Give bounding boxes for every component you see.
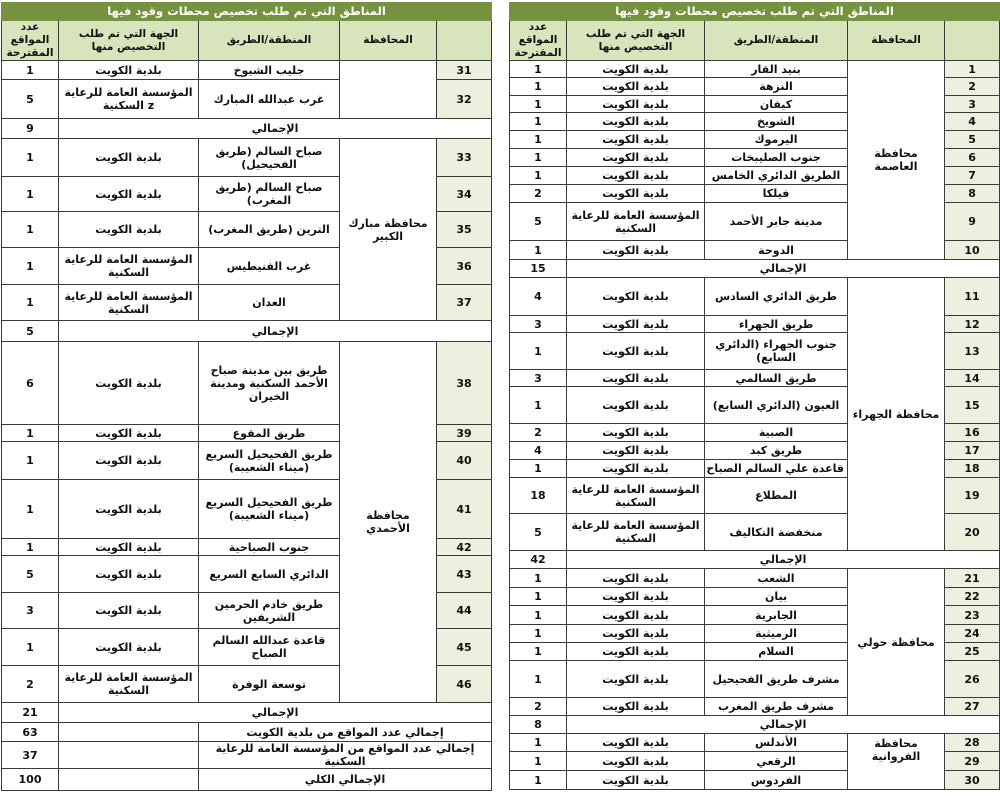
total-label: الإجمالي (59, 321, 492, 342)
row-number: 46 (437, 666, 492, 703)
row-number: 30 (945, 771, 1000, 790)
entity-cell: بلدية الكويت (567, 185, 705, 203)
region-cell: منخفضة التكاليف (705, 514, 848, 551)
row-number: 42 (437, 539, 492, 556)
count-cell: 5 (510, 203, 567, 241)
row-number: 44 (437, 593, 492, 629)
row-number: 12 (945, 316, 1000, 333)
region-cell: طريق الجهراء (705, 316, 848, 333)
entity-cell: بلدية الكويت (567, 61, 705, 78)
row-number: 10 (945, 241, 1000, 260)
count-cell: 6 (2, 342, 59, 425)
count-cell: 1 (510, 387, 567, 424)
region-cell: الترين (طريق المغرب) (199, 212, 340, 248)
count-cell: 3 (2, 593, 59, 629)
entity-cell: بلدية الكويت (567, 387, 705, 424)
row-number: 2 (945, 78, 1000, 96)
count-cell: 18 (510, 478, 567, 514)
entity-cell: بلدية الكويت (567, 661, 705, 698)
entity-cell: بلدية الكويت (59, 139, 199, 177)
header-entity: الجهة التي تم طلب التخصيص منها (59, 21, 199, 61)
total-label: الإجمالي (567, 260, 1000, 278)
region-cell: غرب عبدالله المبارك (199, 80, 340, 119)
row-number: 21 (945, 569, 1000, 588)
row-number: 18 (945, 460, 1000, 478)
row-number: 38 (437, 342, 492, 425)
header-count: عدد المواقع المقترحة (2, 21, 59, 61)
fuel-stations-table-continued (1, 2, 492, 791)
row-number: 33 (437, 139, 492, 177)
count-cell: 5 (510, 514, 567, 551)
entity-cell: بلدية الكويت (567, 96, 705, 113)
count-cell: 1 (510, 61, 567, 78)
region-cell: قاعدة عبدالله السالم الصباح (199, 629, 340, 666)
summary-spacer (59, 742, 199, 769)
row-number: 5 (945, 131, 1000, 149)
entity-cell: بلدية الكويت (567, 278, 705, 316)
entity-cell: المؤسسة العامة للرعاية السكنية (567, 203, 705, 241)
table-row (510, 61, 1000, 78)
fuel-stations-table (509, 2, 1000, 790)
region-cell: قاعدة علي السالم الصباح (705, 460, 848, 478)
row-number: 20 (945, 514, 1000, 551)
count-cell: 1 (2, 248, 59, 285)
region-cell: الرقعي (705, 752, 848, 771)
header-region: المنطقة/الطريق (199, 21, 340, 61)
table-row (2, 342, 492, 425)
count-cell: 1 (2, 139, 59, 177)
region-cell: العيون (الدائري السابع) (705, 387, 848, 424)
table-row (510, 569, 1000, 588)
count-cell: 1 (510, 96, 567, 113)
row-number: 23 (945, 606, 1000, 625)
entity-cell: بلدية الكويت (59, 539, 199, 556)
row-number: 6 (945, 149, 1000, 167)
entity-cell: بلدية الكويت (567, 167, 705, 185)
total-value: 21 (2, 703, 59, 723)
count-cell: 1 (2, 480, 59, 539)
row-number: 9 (945, 203, 1000, 241)
count-cell: 1 (510, 333, 567, 370)
summary-label: الإجمالي الكلي (199, 769, 492, 791)
governorate-cell: محافظة مبارك الكبير (340, 139, 437, 321)
summary-spacer (59, 723, 199, 742)
region-cell: طريق الفحيحيل السريع (ميناء الشعيبة) (199, 480, 340, 539)
count-cell: 1 (510, 569, 567, 588)
entity-cell: بلدية الكويت (567, 460, 705, 478)
row-number: 14 (945, 370, 1000, 387)
region-cell: جنوب الصباحية (199, 539, 340, 556)
count-cell: 2 (2, 666, 59, 703)
row-number: 7 (945, 167, 1000, 185)
count-cell: 1 (510, 643, 567, 661)
count-cell: 1 (510, 131, 567, 149)
count-cell: 1 (2, 442, 59, 480)
row-number: 1 (945, 61, 1000, 78)
table-row (2, 61, 492, 80)
row-number: 40 (437, 442, 492, 480)
count-cell: 1 (2, 61, 59, 80)
entity-cell: بلدية الكويت (59, 556, 199, 593)
count-cell: 1 (2, 285, 59, 321)
total-label: الإجمالي (567, 551, 1000, 569)
count-cell: 5 (2, 80, 59, 119)
region-cell: الدوحة (705, 241, 848, 260)
entity-cell: بلدية الكويت (567, 698, 705, 716)
row-number: 43 (437, 556, 492, 593)
row-number: 26 (945, 661, 1000, 698)
summary-value: 63 (2, 723, 59, 742)
entity-cell: بلدية الكويت (59, 212, 199, 248)
governorate-cell: محافظة العاصمة (848, 61, 945, 260)
region-cell: طريق الفحيحيل السريع (ميناء الشعيبة) (199, 442, 340, 480)
count-cell: 1 (2, 212, 59, 248)
table-body (2, 3, 492, 791)
row-number: 16 (945, 424, 1000, 442)
entity-cell: بلدية الكويت (567, 316, 705, 333)
row-number: 36 (437, 248, 492, 285)
total-label: الإجمالي (567, 716, 1000, 734)
header-count: عدد المواقع المقترحة (510, 21, 567, 61)
header-number (437, 21, 492, 61)
region-cell: طريق بين مدينة صباح الأحمد السكنية ومدينة الخيران (199, 342, 340, 425)
entity-cell: بلدية الكويت (567, 241, 705, 260)
entity-cell: بلدية الكويت (59, 480, 199, 539)
row-number: 35 (437, 212, 492, 248)
region-cell: طريق المقوع (199, 425, 340, 442)
count-cell: 1 (510, 241, 567, 260)
total-label: الإجمالي (59, 703, 492, 723)
count-cell: 1 (510, 661, 567, 698)
region-cell: النزهة (705, 78, 848, 96)
entity-cell: المؤسسة العامة للرعاية السكنية (567, 514, 705, 551)
header-row (2, 21, 492, 61)
entity-cell: بلدية الكويت (567, 606, 705, 625)
row-number: 28 (945, 734, 1000, 752)
count-cell: 1 (510, 734, 567, 752)
summary-value: 37 (2, 742, 59, 769)
total-row (510, 716, 1000, 734)
entity-cell: بلدية الكويت (59, 177, 199, 212)
region-cell: جنوب الجهراء (الدائري السابع) (705, 333, 848, 370)
region-cell: غرب الفنيطيس (199, 248, 340, 285)
row-number: 24 (945, 625, 1000, 643)
region-cell: طريق خادم الحرمين الشريفين (199, 593, 340, 629)
entity-cell: المؤسسة العامة للرعاية السكنية (59, 666, 199, 703)
count-cell: 2 (510, 185, 567, 203)
summary-row (2, 769, 492, 791)
entity-cell: بلدية الكويت (567, 734, 705, 752)
entity-cell: بلدية الكويت (567, 149, 705, 167)
entity-cell: بلدية الكويت (59, 442, 199, 480)
entity-cell: بلدية الكويت (567, 771, 705, 790)
count-cell: 1 (510, 113, 567, 131)
row-number: 8 (945, 185, 1000, 203)
row-number: 39 (437, 425, 492, 442)
region-cell: بنيد القار (705, 61, 848, 78)
count-cell: 4 (510, 278, 567, 316)
count-cell: 2 (510, 698, 567, 716)
title-row (510, 3, 1000, 21)
summary-row (2, 723, 492, 742)
region-cell: صباح السالم (طريق الفحيحيل) (199, 139, 340, 177)
count-cell: 1 (2, 629, 59, 666)
count-cell: 5 (2, 556, 59, 593)
region-cell: الأندلس (705, 734, 848, 752)
region-cell: الرميثية (705, 625, 848, 643)
region-cell: فيلكا (705, 185, 848, 203)
total-value: 15 (510, 260, 567, 278)
row-number: 34 (437, 177, 492, 212)
region-cell: طريق الدائري السادس (705, 278, 848, 316)
total-row (510, 260, 1000, 278)
entity-cell: المؤسسة العامة للرعاية z السكنية (59, 80, 199, 119)
entity-cell: بلدية الكويت (567, 370, 705, 387)
region-cell: المطلاع (705, 478, 848, 514)
table-title: المناطق التي تم طلب تخصيص محطات وقود فيها (2, 3, 492, 21)
row-number: 4 (945, 113, 1000, 131)
region-cell: الشويخ (705, 113, 848, 131)
entity-cell: بلدية الكويت (567, 424, 705, 442)
entity-cell: بلدية الكويت (59, 61, 199, 80)
region-cell: الدائري السابع السريع (199, 556, 340, 593)
row-number: 22 (945, 588, 1000, 606)
entity-cell: بلدية الكويت (567, 78, 705, 96)
header-region: المنطقة/الطريق (705, 21, 848, 61)
row-number: 17 (945, 442, 1000, 460)
entity-cell: المؤسسة العامة للرعاية السكنية (59, 248, 199, 285)
summary-label: إجمالي عدد المواقع من بلدية الكويت (199, 723, 492, 742)
summary-row (2, 742, 492, 769)
total-row (2, 321, 492, 342)
count-cell: 3 (510, 370, 567, 387)
total-row (2, 119, 492, 139)
count-cell: 1 (510, 460, 567, 478)
table-row (2, 139, 492, 177)
entity-cell: بلدية الكويت (59, 342, 199, 425)
entity-cell: بلدية الكويت (567, 752, 705, 771)
count-cell: 4 (510, 442, 567, 460)
region-cell: بيان (705, 588, 848, 606)
governorate-cell: محافظة الفروانية (848, 734, 945, 790)
entity-cell: بلدية الكويت (567, 588, 705, 606)
total-value: 8 (510, 716, 567, 734)
region-cell: جنوب الصليبخات (705, 149, 848, 167)
governorate-cell: محافظة الأحمدي (340, 342, 437, 703)
governorate-cell: محافظة الجهراء (848, 278, 945, 551)
entity-cell: بلدية الكويت (59, 425, 199, 442)
summary-value: 100 (2, 769, 59, 791)
entity-cell: المؤسسة العامة للرعاية السكنية (567, 478, 705, 514)
entity-cell: بلدية الكويت (59, 593, 199, 629)
row-number: 37 (437, 285, 492, 321)
region-cell: صباح السالم (طريق المغرب) (199, 177, 340, 212)
table-row (510, 278, 1000, 316)
total-row (510, 551, 1000, 569)
header-governorate: المحافظة (848, 21, 945, 61)
table-row (510, 734, 1000, 752)
region-cell: الشعب (705, 569, 848, 588)
row-number: 32 (437, 80, 492, 119)
entity-cell: بلدية الكويت (567, 625, 705, 643)
table-body (510, 3, 1000, 790)
header-entity: الجهة التي تم طلب التخصيص منها (567, 21, 705, 61)
governorate-cell (340, 61, 437, 119)
count-cell: 1 (510, 149, 567, 167)
count-cell: 1 (510, 752, 567, 771)
header-number (945, 21, 1000, 61)
row-number: 19 (945, 478, 1000, 514)
count-cell: 1 (510, 78, 567, 96)
summary-label: إجمالي عدد المواقع من المؤسسة العامة للرعاية السكنية (199, 742, 492, 769)
count-cell: 1 (510, 625, 567, 643)
region-cell: مشرف طريق الفحيحيل (705, 661, 848, 698)
title-row (2, 3, 492, 21)
entity-cell: المؤسسة العامة للرعاية السكنية (59, 285, 199, 321)
region-cell: كيفان (705, 96, 848, 113)
entity-cell: بلدية الكويت (567, 442, 705, 460)
row-number: 25 (945, 643, 1000, 661)
row-number: 29 (945, 752, 1000, 771)
header-governorate: المحافظة (340, 21, 437, 61)
count-cell: 1 (2, 425, 59, 442)
row-number: 45 (437, 629, 492, 666)
row-number: 13 (945, 333, 1000, 370)
region-cell: السلام (705, 643, 848, 661)
region-cell: الطريق الدائري الخامس (705, 167, 848, 185)
total-value: 9 (2, 119, 59, 139)
governorate-cell: محافظة حولي (848, 569, 945, 716)
entity-cell: بلدية الكويت (567, 569, 705, 588)
summary-spacer (59, 769, 199, 791)
total-value: 5 (2, 321, 59, 342)
region-cell: جليب الشيوخ (199, 61, 340, 80)
total-value: 42 (510, 551, 567, 569)
row-number: 27 (945, 698, 1000, 716)
region-cell: الفردوس (705, 771, 848, 790)
region-cell: مشرف طريق المغرب (705, 698, 848, 716)
count-cell: 1 (510, 167, 567, 185)
row-number: 31 (437, 61, 492, 80)
table-title: المناطق التي تم طلب تخصيص محطات وقود فيها (510, 3, 1000, 21)
entity-cell: بلدية الكويت (567, 643, 705, 661)
region-cell: توسعة الوفرة (199, 666, 340, 703)
entity-cell: بلدية الكويت (59, 629, 199, 666)
count-cell: 1 (2, 539, 59, 556)
row-number: 3 (945, 96, 1000, 113)
count-cell: 1 (2, 177, 59, 212)
total-row (2, 703, 492, 723)
region-cell: اليرموك (705, 131, 848, 149)
row-number: 15 (945, 387, 1000, 424)
count-cell: 1 (510, 771, 567, 790)
entity-cell: بلدية الكويت (567, 113, 705, 131)
row-number: 41 (437, 480, 492, 539)
count-cell: 1 (510, 606, 567, 625)
region-cell: الجابرية (705, 606, 848, 625)
region-cell: طريق السالمي (705, 370, 848, 387)
count-cell: 2 (510, 424, 567, 442)
count-cell: 3 (510, 316, 567, 333)
entity-cell: بلدية الكويت (567, 131, 705, 149)
row-number: 11 (945, 278, 1000, 316)
count-cell: 1 (510, 588, 567, 606)
region-cell: الصبية (705, 424, 848, 442)
region-cell: العدان (199, 285, 340, 321)
region-cell: مدينة جابر الأحمد (705, 203, 848, 241)
entity-cell: بلدية الكويت (567, 333, 705, 370)
total-label: الإجمالي (59, 119, 492, 139)
header-row (510, 21, 1000, 61)
region-cell: طريق كبد (705, 442, 848, 460)
